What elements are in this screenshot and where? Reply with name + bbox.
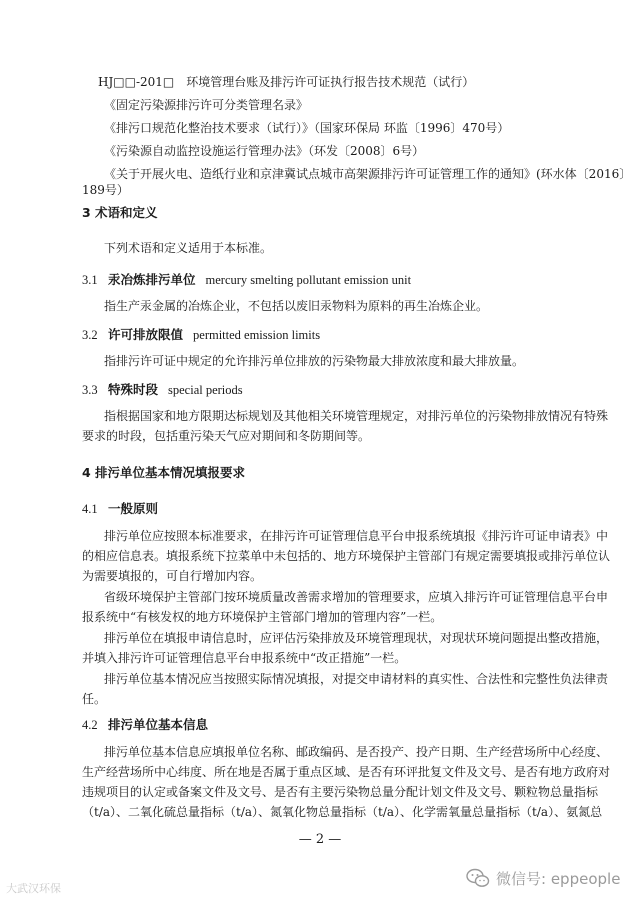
- subsection-number: 4.2: [82, 718, 98, 732]
- term-en: permitted emission limits: [193, 328, 321, 342]
- term-number: 3.1: [82, 273, 98, 287]
- paragraph-line: 要求的时段，包括重污染天气应对期间和冬防期间等。: [82, 429, 371, 443]
- reference-line: HJ□□-201□ 环境管理台账及排污许可证执行报告技术规范（试行）: [98, 75, 475, 89]
- reference-line: 《固定污染源排污许可分类管理名录》: [104, 98, 309, 112]
- reference-line: 《排污口规范化整治技术要求（试行）》（国家环保局 环监〔1996〕470号）: [104, 121, 510, 135]
- paragraph-line: 排污单位应按照本标准要求，在排污许可证管理信息平台申报系统填报《排污许可证申请表》中: [104, 529, 609, 543]
- paragraph-line: 违规项目的认定或备案文件及文号、是否有主要污染物总量分配计划文件及文号、颗粒物总量指标: [82, 785, 599, 799]
- paragraph-line: 排污单位基本信息应填报单位名称、邮政编码、是否投产、投产日期、生产经营场所中心经度、: [104, 745, 609, 759]
- wechat-icon: [466, 867, 490, 889]
- term-heading: [82, 272, 411, 288]
- paragraph-line: 生产经营场所中心纬度、所在地是否属于重点区域、是否有环评批复文件及文号、是否有地方政府对: [82, 765, 611, 779]
- term-heading: [82, 327, 320, 343]
- subsection-heading: [82, 501, 158, 517]
- paragraph-line: （t/a）、二氧化硫总量指标（t/a）、氮氧化物总量指标（t/a）、化学需氧量总量指标（t/a）、氨氮总: [82, 805, 603, 819]
- term-zh: 汞冶炼排污单位: [108, 272, 196, 287]
- paragraph-line: 指排污许可证中规定的允许排污单位排放的污染物最大排放浓度和最大排放量。: [104, 354, 525, 368]
- reference-line: 《关于开展火电、造纸行业和京津冀试点城市高架源排污许可证管理工作的通知》(环水体〔2016〕: [104, 167, 632, 181]
- watermark-left: 大武汉环保: [6, 882, 61, 895]
- reference-line: 《污染源自动监控设施运行管理办法》（环发〔2008〕6号）: [104, 144, 425, 158]
- paragraph-line: 省级环境保护主管部门按环境质量改善需求增加的管理要求，应填入排污许可证管理信息平台申: [104, 590, 609, 604]
- paragraph-line: 并填入排污许可证管理信息平台申报系统中“改正措施”一栏。: [82, 651, 407, 665]
- subsection-title: 排污单位基本信息: [108, 717, 209, 732]
- term-zh: 许可排放限值: [108, 327, 184, 342]
- paragraph-line: 的相应信息表。填报系统下拉菜单中未包括的、地方环境保护主管部门有规定需要填报或排污单位认: [82, 549, 611, 563]
- term-heading: [82, 382, 243, 398]
- paragraph-line: 指生产汞金属的冶炼企业，不包括以废旧汞物料为原料的再生冶炼企业。: [104, 299, 489, 313]
- section-heading: 4 排污单位基本情况填报要求: [82, 465, 246, 480]
- term-zh: 特殊时段: [108, 382, 159, 397]
- term-en: special periods: [168, 383, 243, 397]
- watermark-right: [466, 866, 620, 890]
- subsection-heading: [82, 717, 208, 733]
- term-number: 3.2: [82, 328, 98, 342]
- watermark-text: 微信号: eppeople: [496, 869, 621, 888]
- paragraph-line: 为需要填报的，可自行增加内容。: [82, 569, 263, 583]
- reference-line: 189号）: [82, 183, 129, 197]
- section-heading: 3 术语和定义: [82, 205, 158, 220]
- paragraph-line: 报系统中“有核发权的地方环境保护主管部门增加的管理内容”一栏。: [82, 610, 443, 624]
- subsection-number: 4.1: [82, 502, 98, 516]
- page-number: — 2 —: [298, 832, 342, 847]
- subsection-title: 一般原则: [108, 501, 159, 516]
- paragraph-line: 指根据国家和地方限期达标规划及其他相关环境管理规定，对排污单位的污染物排放情况有特殊: [104, 409, 609, 423]
- term-number: 3.3: [82, 383, 98, 397]
- term-en: mercury smelting pollutant emission unit: [205, 273, 412, 287]
- paragraph-line: 下列术语和定义适用于本标准。: [104, 241, 273, 255]
- paragraph-line: 任。: [82, 692, 107, 706]
- paragraph-line: 排污单位在填报申请信息时，应评估污染排放及环境管理现状，对现状环境问题提出整改措施，: [104, 631, 609, 645]
- paragraph-line: 排污单位基本情况应当按照实际情况填报，对提交申请材料的真实性、合法性和完整性负法律责: [104, 672, 609, 686]
